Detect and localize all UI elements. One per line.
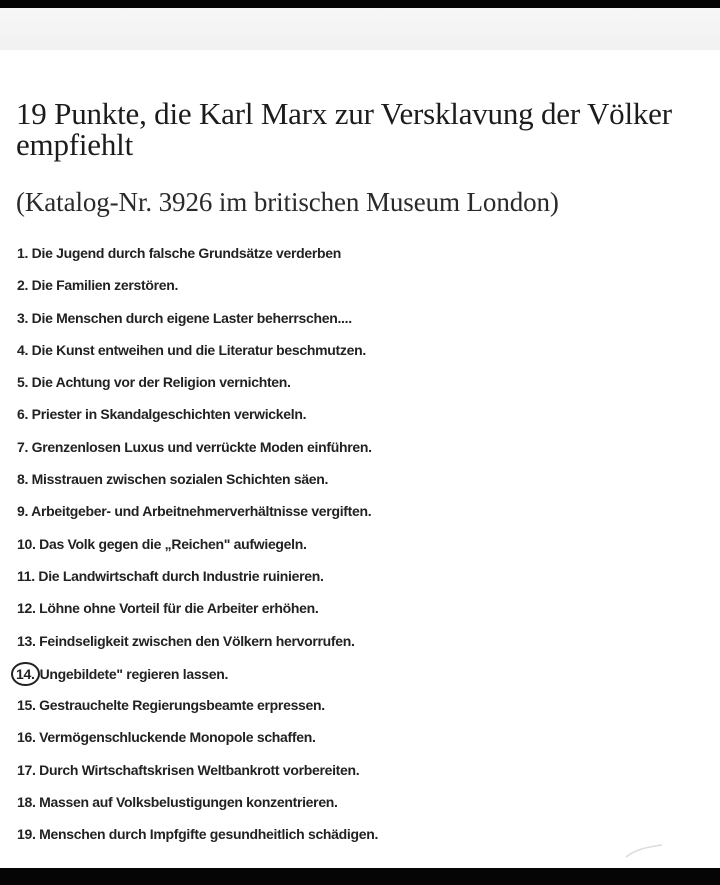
bottom-frame-bar xyxy=(0,868,720,885)
item-number: 7. xyxy=(17,438,29,455)
list-item xyxy=(17,533,707,565)
item-number: 13. xyxy=(17,632,36,649)
item-number: 15. xyxy=(17,697,36,714)
list-item xyxy=(17,307,707,339)
list-item xyxy=(17,371,707,403)
list-item xyxy=(17,630,707,662)
list-item xyxy=(17,726,707,758)
item-number: 1. xyxy=(17,245,29,261)
list-item xyxy=(17,791,707,823)
list-item xyxy=(17,597,707,629)
list-item xyxy=(17,823,707,855)
item-number: 11. xyxy=(17,567,35,584)
item-text: Die Achtung vor der Religion vernichten. xyxy=(31,374,291,391)
list-item xyxy=(17,500,707,532)
points-list xyxy=(17,242,707,856)
item-number: 12. xyxy=(17,600,36,617)
item-number: 17. xyxy=(17,761,36,778)
item-number: 2. xyxy=(17,277,29,294)
item-text: Die Familien zerstören. xyxy=(31,277,179,294)
item-number: 8. xyxy=(17,471,29,488)
item-number: 10. xyxy=(17,535,36,552)
item-text: Misstrauen zwischen sozialen Schichten säen. xyxy=(31,471,329,488)
list-item xyxy=(17,468,707,500)
document xyxy=(16,98,716,217)
item-number: 18. xyxy=(17,794,36,811)
item-text: Arbeitgeber- und Arbeitnehmerverhältnisse vergiften. xyxy=(31,503,372,520)
item-text: Die Jugend durch falsche Grundsätze verderben xyxy=(31,245,342,261)
item-number: 4. xyxy=(17,341,29,358)
item-text: Das Volk gegen die „Reichen" aufwiegeln. xyxy=(39,535,307,552)
item-text: Die Menschen durch eigene Laster beherrschen.... xyxy=(31,309,352,326)
item-text: Vermögenschluckende Monopole schaffen. xyxy=(39,729,316,746)
header-band xyxy=(0,8,720,50)
list-item xyxy=(17,565,707,597)
item-number: 16. xyxy=(17,729,36,746)
list-item xyxy=(17,436,707,468)
list-item xyxy=(17,242,707,274)
item-text: Priester in Skandalgeschichten verwickeln. xyxy=(31,406,307,423)
item-text: Menschen durch Impfgifte gesundheitlich schädigen. xyxy=(39,826,379,843)
document-subtitle: (Katalog-Nr. 3926 im britischen Museum London) xyxy=(16,187,559,217)
item-text: Durch Wirtschaftskrisen Weltbankrott vorbereiten. xyxy=(39,761,360,778)
faint-scribble-mark xyxy=(618,835,678,865)
list-item xyxy=(17,339,707,371)
item-number: 19. xyxy=(17,826,36,843)
list-item xyxy=(17,403,707,435)
circled-item-number: 14. xyxy=(11,662,40,686)
list-item xyxy=(17,274,707,306)
item-text: Die Kunst entweihen und die Literatur beschmutzen. xyxy=(31,341,366,358)
list-item xyxy=(17,694,707,726)
list-item xyxy=(17,759,707,791)
document-title: 19 Punkte, die Karl Marx zur Versklavung der Völker empfiehlt xyxy=(16,96,672,162)
item-text: Gestrauchelte Regierungsbeamte erpressen. xyxy=(39,697,325,714)
list-item xyxy=(17,662,707,694)
item-text: Massen auf Volksbelustigungen konzentrieren. xyxy=(39,794,338,811)
item-number: 5. xyxy=(17,374,29,391)
top-frame-bar xyxy=(0,0,720,8)
item-text: Die Landwirtschaft durch Industrie ruinieren. xyxy=(38,567,324,584)
item-text: Ungebildete" regieren lassen. xyxy=(39,665,229,682)
item-text: Grenzenlosen Luxus und verrückte Moden einführen. xyxy=(31,438,372,455)
item-number: 6. xyxy=(17,406,29,423)
item-number: 9. xyxy=(17,503,29,520)
item-text: Löhne ohne Vorteil für die Arbeiter erhöhen. xyxy=(39,600,319,617)
item-text: Feindseligkeit zwischen den Völkern hervorrufen. xyxy=(39,632,355,649)
item-number: 3. xyxy=(17,309,29,326)
